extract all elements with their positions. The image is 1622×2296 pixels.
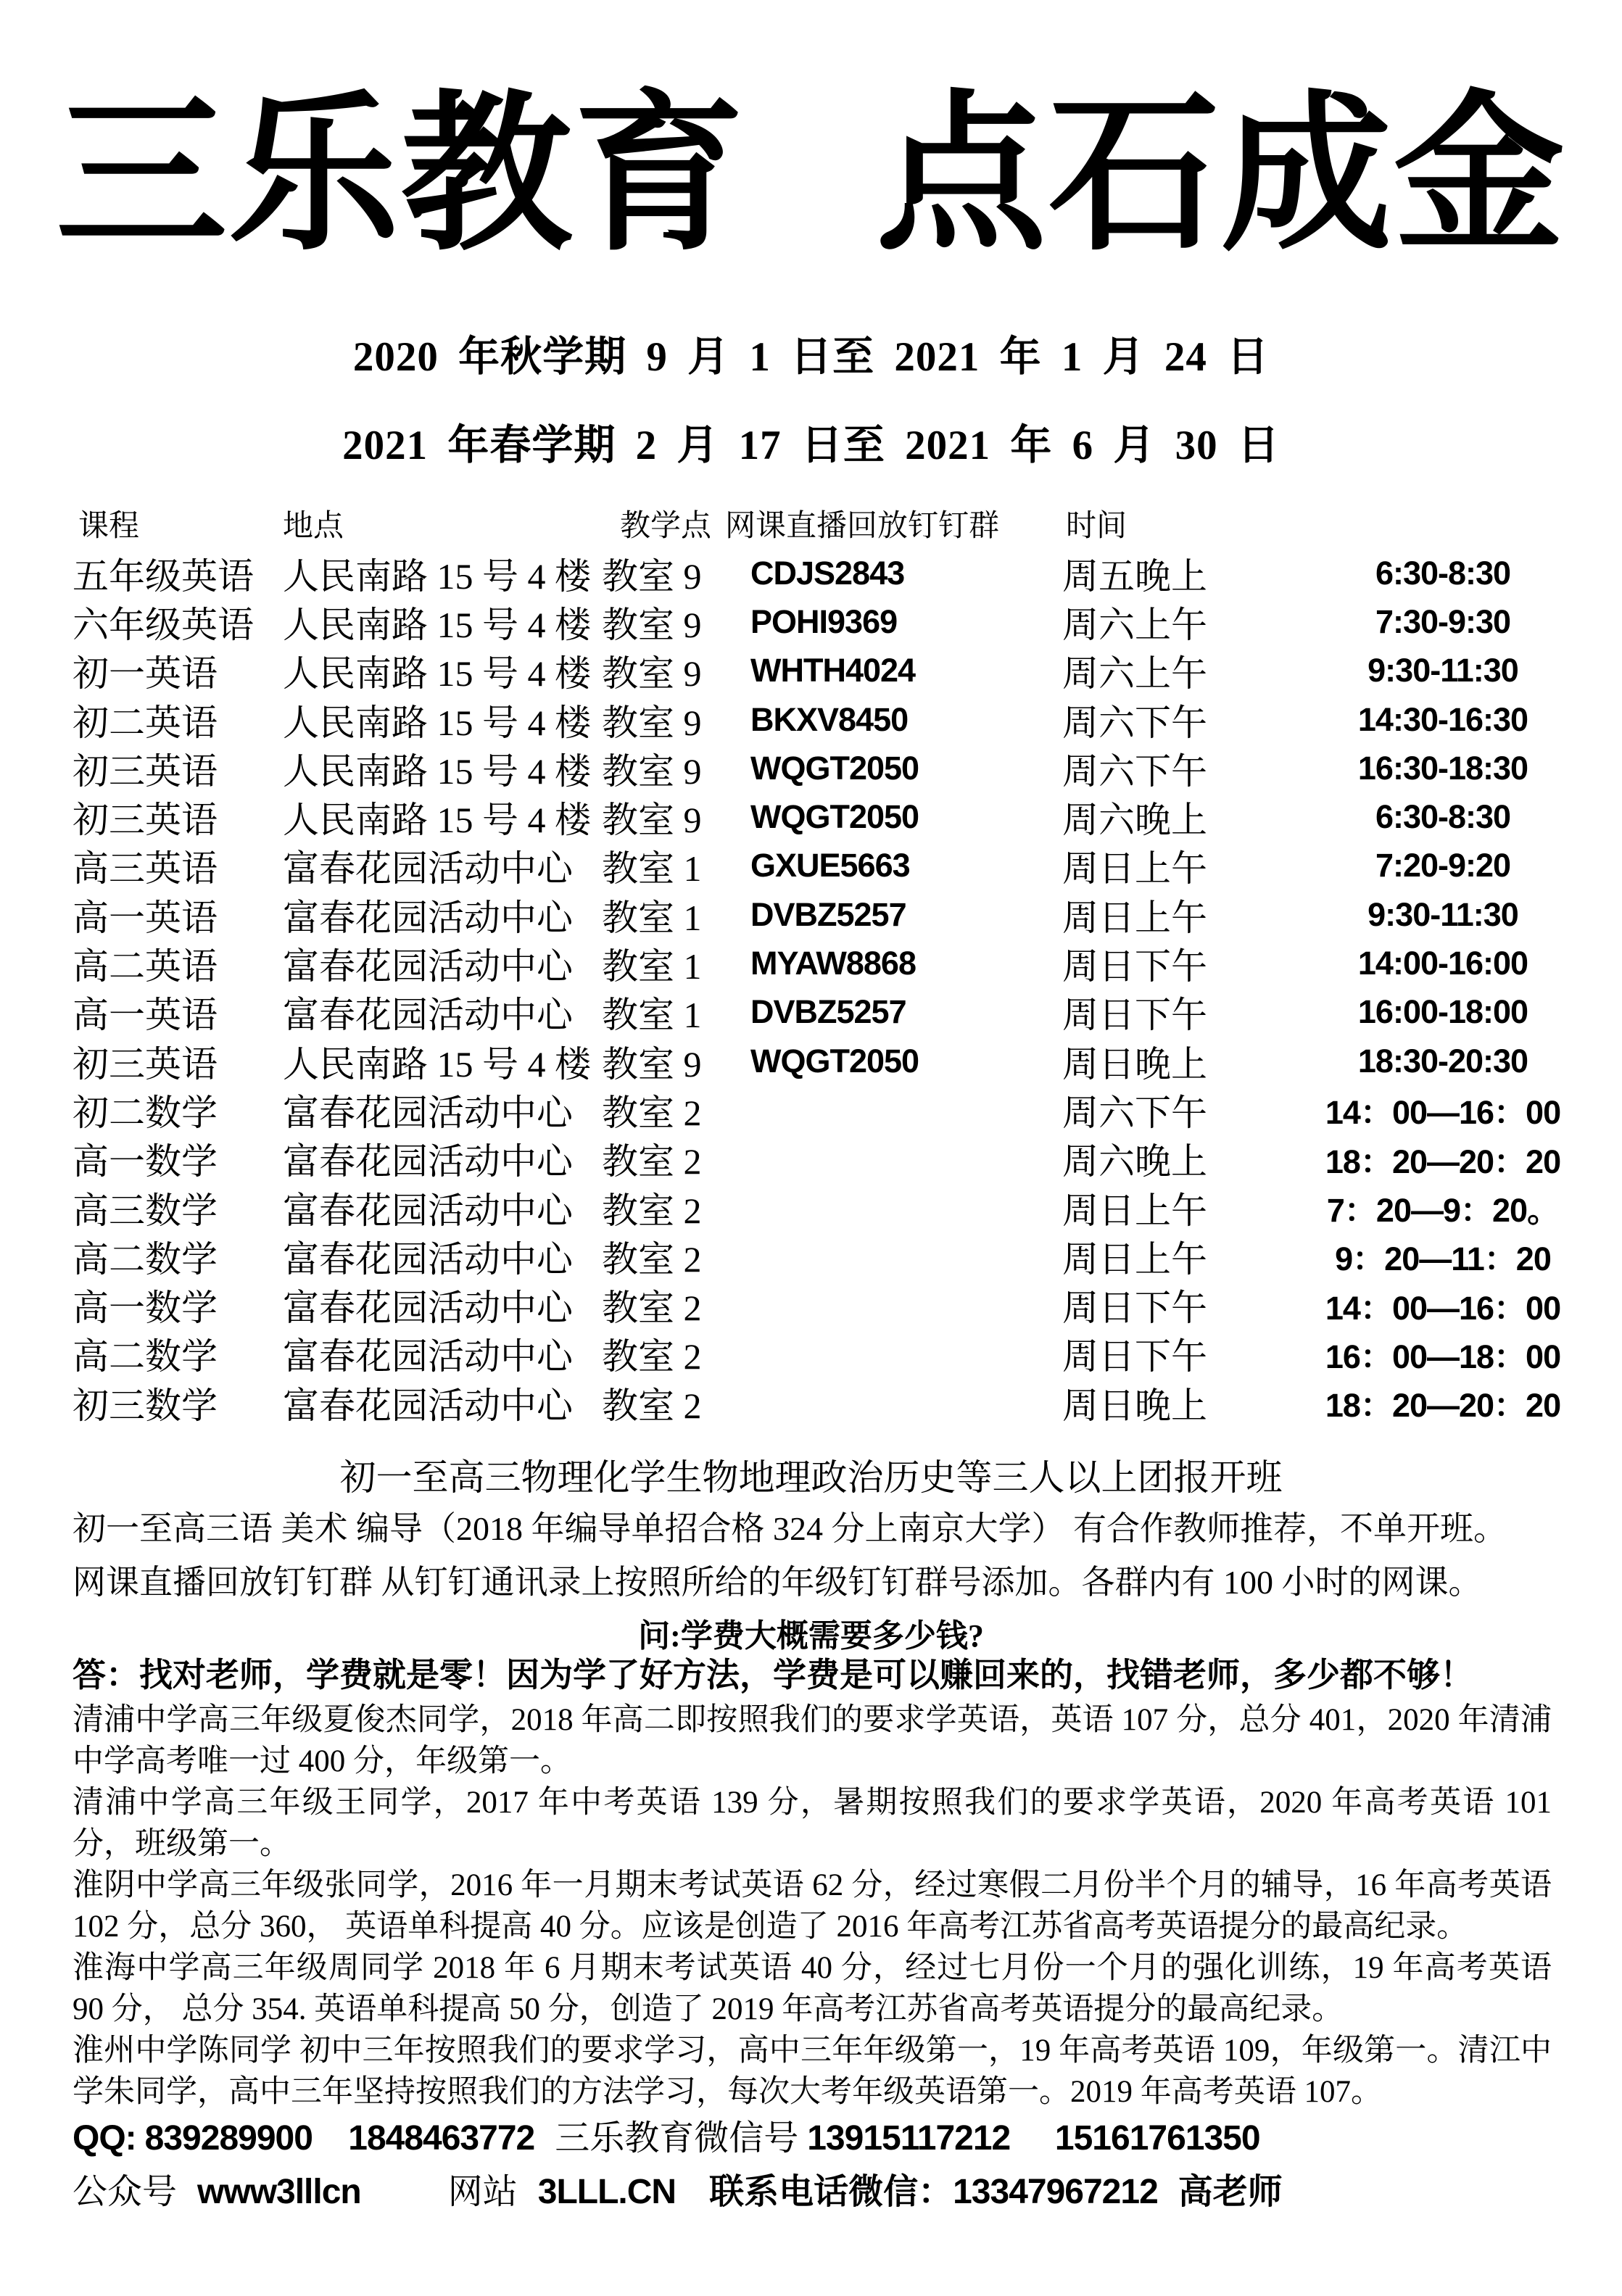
header-time: 时间 [1066,510,1127,543]
table-row [0,890,1622,939]
location-cell: 富春花园活动中心 [283,1190,573,1231]
schedule-header [0,502,1622,545]
day-cell: 周日下午 [1062,995,1207,1036]
time-cell: 7：20—9：20。 [1326,1192,1560,1229]
location-cell: 人民南路 15 号 4 楼 [283,604,591,645]
classroom-cell: 教室 2 [602,1336,702,1377]
table-row [0,1135,1622,1183]
time-cell: 16:00-18:00 [1357,993,1528,1031]
day-cell: 周日上午 [1062,848,1207,890]
testimonials-section [73,1699,1552,2113]
day-cell: 周六上午 [1062,604,1207,645]
course-cell: 高三数学 [73,1190,218,1231]
day-cell: 周六上午 [1062,653,1207,695]
day-cell: 周六晚上 [1062,800,1207,841]
day-cell: 周六下午 [1062,1092,1207,1133]
table-row [0,939,1622,987]
classroom-cell: 教室 2 [602,1385,702,1426]
note-dingtalk: 网课直播回放钉钉群 从钉钉通讯录上按照所给的年级钉钉群号添加。各群内有 100 小时的网课。 [73,1564,1482,1601]
classroom-cell: 教室 9 [602,604,702,645]
dingtalk-code-cell: POHI9369 [750,602,898,640]
classroom-cell: 教室 9 [602,750,702,792]
location-cell: 人民南路 15 号 4 楼 [283,750,591,792]
classroom-cell: 教室 2 [602,1092,702,1133]
course-cell: 高二数学 [73,1238,218,1280]
dingtalk-code-cell: BKXV8450 [750,700,909,738]
course-cell: 高一英语 [73,995,218,1036]
dingtalk-code-cell: DVBZ5257 [750,993,906,1031]
time-cell: 6:30-8:30 [1375,798,1511,836]
tuition-question: 问:学费大概需要多少钱? [638,1618,984,1654]
course-cell: 高二数学 [73,1336,218,1377]
testimonial-paragraph: 淮阴中学高三年级张同学，2016 年一月期末考试英语 62 分，经过寒假二月份半个月的辅导，16 年高考英语 102 分，总分 360， 英语单科提高 40 分。应该是创造了 2016 年高考江苏省高考英语提分的最高纪录。 [73,1868,1552,1944]
day-cell: 周六下午 [1062,702,1207,743]
location-cell: 富春花园活动中心 [283,1092,573,1133]
wechat-numbers: 13915117212 15161761350 [807,2119,1260,2158]
course-cell: 高一数学 [73,1288,218,1329]
location-cell: 富春花园活动中心 [283,1238,573,1280]
header-dingtalk-group: 网课直播回放钉钉群 [725,510,1000,543]
phone-label: 联系电话微信： [709,2173,953,2211]
table-row [0,988,1622,1037]
dingtalk-code-cell: WQGT2050 [750,749,919,787]
page-title: 三乐教育 点石成金 [55,82,1566,271]
day-cell: 周日上午 [1062,1190,1207,1231]
course-cell: 六年级英语 [73,604,254,645]
day-cell: 周日上午 [1062,1238,1207,1280]
time-cell: 16:30-18:30 [1357,749,1528,787]
course-cell: 初三英语 [73,750,218,792]
course-cell: 高一数学 [73,1141,218,1182]
table-row [0,597,1622,646]
location-cell: 富春花园活动中心 [283,995,573,1036]
day-cell: 周日下午 [1062,946,1207,987]
course-cell: 初三数学 [73,1385,218,1426]
location-cell: 富春花园活动中心 [283,1288,573,1329]
classroom-cell: 教室 9 [602,702,702,743]
table-row [0,1378,1622,1427]
contact-web-line [73,2163,1283,2213]
official-account-label: 公众号 [73,2173,178,2211]
table-row [0,1037,1622,1085]
classroom-cell: 教室 1 [602,848,702,890]
time-cell: 9:30-11:30 [1367,895,1518,933]
teacher-name: 高老师 [1178,2173,1283,2211]
header-course: 课程 [78,510,140,543]
website-url: 3LLL.CN [537,2173,676,2211]
time-cell: 14:00-16:00 [1357,945,1528,982]
time-cell: 9:30-11:30 [1367,652,1518,689]
contact-qq-line [73,2110,1260,2160]
testimonial-paragraph: 淮州中学陈同学 初中三年按照我们的要求学习，高中三年年级第一，19 年高考英语 109，年级第一。清江中学朱同学，高中三年坚持按照我们的方法学习，每次大考年级英语第一。2019 年高考英语 107。 [73,2034,1552,2109]
day-cell: 周六晚上 [1062,1141,1207,1182]
official-account-id: www3lllcn [197,2173,361,2211]
classroom-cell: 教室 9 [602,555,702,597]
location-cell: 人民南路 15 号 4 楼 [283,702,591,743]
time-cell: 16：00—18：00 [1325,1338,1561,1375]
note-art-class: 初一至高三语 美术 编导（2018 年编导单招合格 324 分上南京大学） 有合作教师推荐，不单开班。 [73,1510,1507,1547]
classroom-cell: 教室 2 [602,1141,702,1182]
day-cell: 周日下午 [1062,1288,1207,1329]
time-cell: 14:30-16:30 [1357,700,1528,738]
location-cell: 富春花园活动中心 [283,1385,573,1426]
course-cell: 初二数学 [73,1092,218,1133]
course-cell: 高三英语 [73,848,218,890]
time-cell: 7:20-9:20 [1375,847,1511,884]
header-site: 教学点 [620,510,712,543]
website-label: 网站 [447,2173,518,2211]
table-row [0,647,1622,695]
classroom-cell: 教室 2 [602,1190,702,1231]
header-location: 地点 [283,510,344,543]
time-cell: 14：00—16：00 [1325,1289,1561,1327]
dingtalk-code-cell: DVBZ5257 [750,895,906,933]
phone-number: 13347967212 [953,2173,1158,2211]
classroom-cell: 教室 2 [602,1238,702,1280]
testimonial-paragraph: 清浦中学高三年级王同学，2017 年中考英语 139 分，暑期按照我们的要求学英语，2020 年高考英语 101 分，班级第一。 [73,1786,1552,1861]
day-cell: 周日晚上 [1062,1043,1207,1085]
dingtalk-code-cell: WQGT2050 [750,1042,919,1079]
testimonial-paragraph: 清浦中学高三年级夏俊杰同学，2018 年高二即按照我们的要求学英语，英语 107 分，总分 401，2020 年清浦中学高考唯一过 400 分，年级第一。 [73,1703,1552,1778]
course-cell: 高一英语 [73,897,218,938]
classroom-cell: 教室 9 [602,800,702,841]
course-cell: 初二英语 [73,702,218,743]
dingtalk-code-cell: CDJS2843 [750,554,905,592]
testimonial-paragraph: 淮海中学高三年级周同学 2018 年 6 月期末考试英语 40 分，经过七月份一个月的强化训练，19 年高考英语 90 分， 总分 354. 英语单科提高 50 分，创造了 2019 年高考江苏省高考英语提分的最高纪录。 [73,1951,1552,2026]
table-row [0,744,1622,792]
dingtalk-code-cell: GXUE5663 [750,847,910,884]
table-row [0,1280,1622,1329]
note-group-class: 初一至高三物理化学生物地理政治历史等三人以上团报开班 [339,1457,1283,1498]
dingtalk-code-cell: MYAW8868 [750,945,916,982]
dingtalk-code-cell: WHTH4024 [750,652,916,689]
location-cell: 富春花园活动中心 [283,1336,573,1377]
time-cell: 9：20—11：20 [1335,1240,1551,1278]
course-cell: 初一英语 [73,653,218,695]
schedule-rows [0,549,1622,1427]
time-cell: 6:30-8:30 [1375,554,1511,592]
location-cell: 人民南路 15 号 4 楼 [283,1043,591,1085]
course-cell: 初三英语 [73,1043,218,1085]
day-cell: 周六下午 [1062,750,1207,792]
table-row [0,1330,1622,1378]
location-cell: 人民南路 15 号 4 楼 [283,555,591,597]
classroom-cell: 教室 2 [602,1288,702,1329]
course-cell: 初三英语 [73,800,218,841]
table-row [0,549,1622,597]
dingtalk-code-cell: WQGT2050 [750,798,919,836]
table-row [0,842,1622,890]
day-cell: 周日上午 [1062,897,1207,938]
classroom-cell: 教室 1 [602,995,702,1036]
location-cell: 人民南路 15 号 4 楼 [283,800,591,841]
time-cell: 18：20—20：20 [1325,1143,1561,1180]
location-cell: 富春花园活动中心 [283,946,573,987]
time-cell: 7:30-9:30 [1375,602,1511,640]
table-row [0,695,1622,744]
location-cell: 人民南路 15 号 4 楼 [283,653,591,695]
location-cell: 富春花园活动中心 [283,1141,573,1182]
classroom-cell: 教室 9 [602,653,702,695]
table-row [0,1183,1622,1232]
classroom-cell: 教室 1 [602,897,702,938]
time-cell: 14：00—16：00 [1325,1094,1561,1132]
semester-line-fall: 2020 年秋学期 9 月 1 日至 2021 年 1 月 24 日 [352,334,1270,380]
table-row [0,792,1622,841]
qq-label: QQ: [73,2119,136,2158]
day-cell: 周日下午 [1062,1336,1207,1377]
table-row [0,1232,1622,1280]
wechat-label: 三乐教育微信号 [555,2119,799,2158]
course-cell: 五年级英语 [73,555,254,597]
qq-numbers: 839289900 1848463772 [144,2119,535,2158]
day-cell: 周五晚上 [1062,555,1207,597]
table-row [0,1085,1622,1134]
time-cell: 18：20—20：20 [1325,1387,1561,1425]
day-cell: 周日晚上 [1062,1385,1207,1426]
classroom-cell: 教室 9 [602,1043,702,1085]
course-cell: 高二英语 [73,946,218,987]
time-cell: 18:30-20:30 [1357,1042,1528,1079]
location-cell: 富春花园活动中心 [283,848,573,890]
location-cell: 富春花园活动中心 [283,897,573,938]
semester-line-spring: 2021 年春学期 2 月 17 日至 2021 年 6 月 30 日 [342,423,1280,468]
tuition-answer: 答：找对老师，学费就是零！因为学了好方法，学费是可以赚回来的，找错老师，多少都不够！ [73,1657,1473,1694]
classroom-cell: 教室 1 [602,946,702,987]
